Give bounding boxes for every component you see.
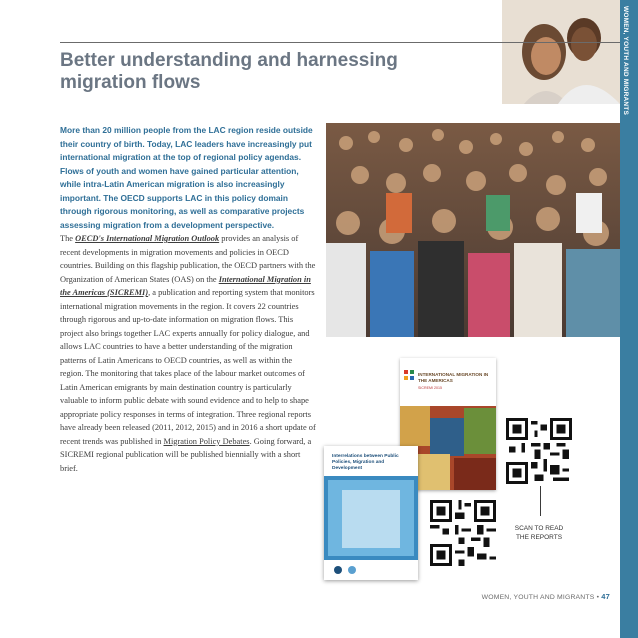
lead-line: through rigorous monitoring, as well as comparative projects [60,206,305,216]
couple-photo [502,0,620,104]
body-paragraph [60,232,316,475]
lead-line: international migration at the top of regional policy agendas. [60,152,302,162]
body-text: The [60,234,76,243]
body-text: , a publication and reporting system that monitors international migration movements in the region. It covers 22 countries through rigorous and up-to-date information on migration flows. This project also brings together LAC experts annually for policy dialogue, and allows LAC countries to have a better understanding of the migration patterns of Latin Americans to OECD countries, as well as within the region. The monitoring that takes place of the labour market outcomes of Latin American emigrants by main destination country is particularly valuable to inform public debate with sound evidence and to help to shape appropriate policy responses in terms of integration. Three regional reports have already been released (2011, 2012, 2015) and in 2016 a short update of recent trends was published in [60,288,316,446]
scan-pointer-line [540,486,541,516]
page-footer [482,592,610,601]
policies-cover-title: Interrelations between Public Policies, Migration and Development [332,454,399,471]
lead-line: while intra-Latin American migration is also increasingly [60,179,285,189]
policies-report-cover[interactable] [324,446,418,580]
title-line-1: Better understanding and harnessing [60,50,398,71]
lead-paragraph [60,124,316,232]
lead-line: their country of birth. Today, LAC leaders have increasingly put [60,138,312,149]
footer-separator: • [596,594,602,601]
qr-code-policies[interactable] [430,500,496,566]
outlook-link[interactable]: OECD's International Migration Outlook [75,234,220,243]
page-title [60,50,420,94]
footer-section: WOMEN, YOUTH AND MIGRANTS [481,594,595,601]
sicremi-cover-title: INTERNATIONAL MIGRATION IN THE AMERICAS [418,372,489,383]
lead-line: More than 20 million people from the LAC region reside outside [60,125,313,135]
header-rule [60,42,620,43]
body-text: . Going forward, a SICREMI regional publication will be published biennially with a short brief. [60,436,312,473]
sicremi-link[interactable]: International Migration in the Americas (SICREMI) [60,274,311,297]
section-sidebar [620,0,638,638]
scan-to-read-label [506,524,572,542]
scan-label-line-1: SCAN TO READ [514,525,564,532]
lead-line: important. The OECD supports LAC in this policy domain [60,192,288,203]
sidebar-label-wrap [622,6,636,206]
title-line-2: migration flows [60,72,201,93]
lead-line: Flows of youth and women have gained particular attention, [60,165,299,176]
body-text: provides an analysis of recent developments in migration movements and policies in OECD countries. Building on this flagship publication, the OECD partners with the Organization of American States (OAS) on the [60,234,316,284]
crowd-photo [326,123,620,337]
qr-code-sicremi[interactable] [506,418,572,484]
page-number: 47 [601,592,610,601]
sicremi-cover-subtitle: SICREMI 2015 [418,386,442,390]
lead-line: assessing migration from a development perspective. [60,219,275,230]
sidebar-label: WOMEN, YOUTH AND MIGRANTS [622,6,629,115]
scan-label-line-2: THE REPORTS [515,534,563,541]
debates-link[interactable]: Migration Policy Debates [163,436,250,446]
